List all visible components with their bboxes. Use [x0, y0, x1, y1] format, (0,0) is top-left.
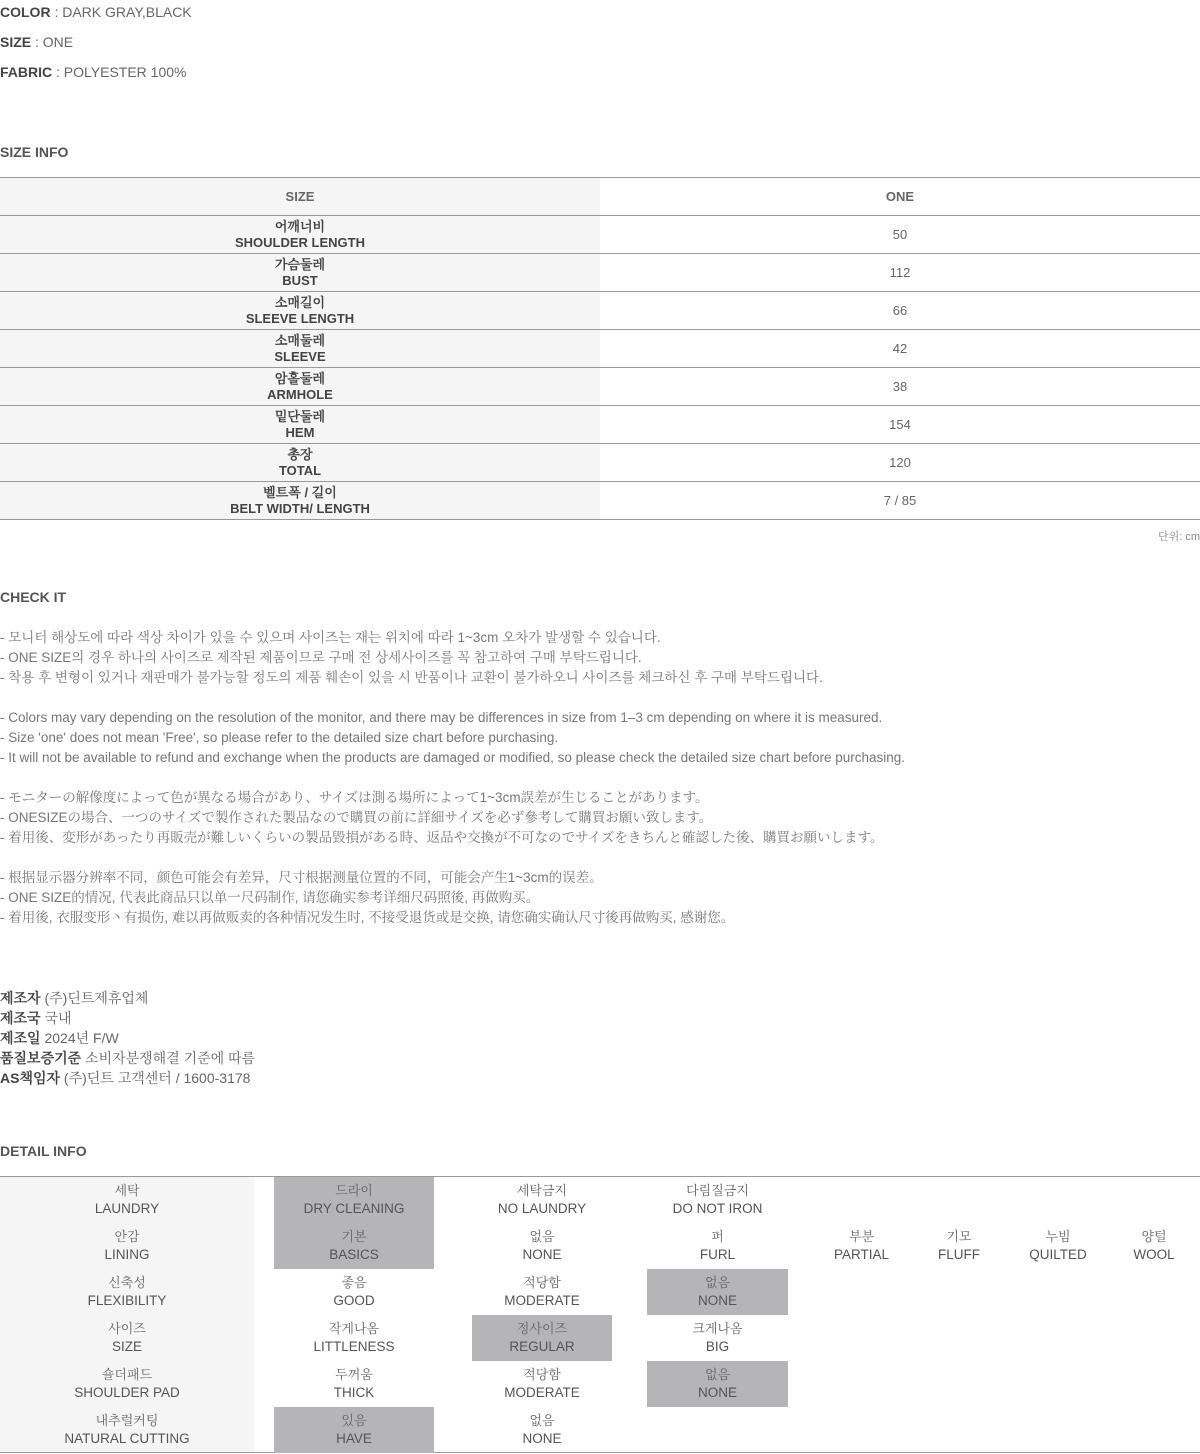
detail-label-en: LINING — [104, 1247, 150, 1262]
detail-option-en: LITTLENESS — [313, 1339, 395, 1354]
detail-option-ko: 양털 — [1141, 1229, 1167, 1244]
detail-option-ko: 적당함 — [523, 1367, 561, 1382]
spec-fabric — [0, 64, 186, 80]
detail-option-ko: 세탁금지 — [516, 1183, 568, 1198]
detail-row-label — [0, 1223, 254, 1269]
size-row-value: 154 — [889, 417, 911, 432]
detail-table — [0, 1176, 1200, 1453]
detail-option-en: HAVE — [336, 1431, 372, 1446]
detail-option — [647, 1361, 788, 1407]
detail-option — [472, 1361, 612, 1407]
detail-option — [910, 1223, 1008, 1269]
detail-option-ko: 없음 — [529, 1413, 555, 1428]
detail-option-en: NONE — [522, 1247, 562, 1262]
size-label-ko: 총장 — [287, 446, 313, 462]
detail-option — [274, 1177, 434, 1223]
detail-label-ko: 숄더패드 — [101, 1367, 153, 1382]
note-line: - 着用後, 衣服变形丶有损伤, 难以再做贩卖的各种情况发生时, 不接受退货或是交换, 请您确实确认尺寸後再做购买, 感谢您。 — [0, 910, 735, 925]
detail-option-en: MODERATE — [504, 1385, 580, 1400]
spec-key: COLOR — [0, 4, 51, 20]
size-row-label — [0, 368, 600, 405]
detail-label-ko: 세탁 — [114, 1183, 140, 1198]
maker-value: 국내 — [40, 1010, 72, 1026]
maker-value: (주)딘트 고객센터 / 1600-3178 — [60, 1070, 251, 1086]
note-line: - 모니터 해상도에 따라 색상 차이가 있을 수 있으며 사이즈는 재는 위치에 따라 1~3cm 오차가 발생할 수 있습니다. — [0, 630, 661, 645]
spec-key: FABRIC — [0, 64, 53, 80]
detail-row-label — [0, 1315, 254, 1361]
size-header-label: SIZE — [0, 178, 600, 215]
maker-value: (주)딘트제휴업체 — [40, 990, 149, 1006]
detail-row-label — [0, 1361, 254, 1407]
detail-option — [472, 1269, 612, 1315]
detail-option-ko: 기본 — [341, 1229, 367, 1244]
notes-gap — [0, 768, 905, 788]
detail-option-ko: 있음 — [341, 1413, 367, 1428]
notes-gap — [0, 688, 905, 708]
size-row-label — [0, 444, 600, 481]
detail-option — [1108, 1223, 1200, 1269]
detail-option-en: NONE — [697, 1293, 737, 1308]
size-row-value: 112 — [889, 265, 911, 280]
detail-option-en: QUILTED — [1029, 1247, 1087, 1262]
size-label-ko: 가슴둘레 — [274, 256, 326, 272]
maker-row — [0, 988, 255, 1008]
detail-option — [647, 1269, 788, 1315]
detail-option — [472, 1177, 612, 1223]
detail-row-label — [0, 1269, 254, 1315]
size-label-ko: 암홀둘레 — [274, 370, 326, 386]
maker-key: 제조국 — [0, 1010, 41, 1026]
size-row-label — [0, 330, 600, 367]
detail-option — [274, 1315, 434, 1361]
size-label-en: SLEEVE — [274, 348, 326, 364]
size-label-ko: 벨트폭 / 길이 — [263, 484, 337, 500]
note-line: - It will not be available to refund and exchange when the products are damaged or modified, so please check the detailed size chart before purchasing. — [0, 750, 906, 765]
spec-value: : ONE — [31, 34, 74, 50]
detail-option-en: MODERATE — [504, 1293, 580, 1308]
size-row-value: 42 — [892, 341, 908, 356]
detail-option-ko: 없음 — [529, 1229, 555, 1244]
size-label-en: HEM — [285, 424, 315, 440]
note-line: - Size 'one' does not mean 'Free', so please refer to the detailed size chart before purchasing. — [0, 730, 559, 745]
detail-row-label — [0, 1177, 254, 1223]
size-row — [0, 406, 1200, 444]
note-line: - モニターの解像度によって色が異なる場合があり、サイズは測る場所によって1~3cm誤差が生じることがあります。 — [0, 790, 709, 805]
detail-option-ko: 좋음 — [341, 1275, 367, 1290]
detail-option — [472, 1315, 612, 1361]
size-row — [0, 254, 1200, 292]
size-table — [0, 177, 1200, 520]
detail-option-ko: 누빔 — [1045, 1229, 1071, 1244]
detail-label-en: LAUNDRY — [94, 1201, 160, 1216]
size-row — [0, 482, 1200, 520]
size-row — [0, 444, 1200, 482]
detail-row-label — [0, 1407, 254, 1453]
spec-key: SIZE — [0, 34, 32, 50]
detail-option-en: DRY CLEANING — [303, 1201, 405, 1216]
size-label-en: BUST — [282, 272, 318, 288]
size-row-value: 66 — [892, 303, 908, 318]
maker-row — [0, 1028, 255, 1048]
detail-option — [647, 1177, 788, 1223]
size-label-ko: 소매길이 — [274, 294, 326, 310]
detail-option-ko: 퍼 — [711, 1229, 724, 1244]
detail-option-ko: 작게나옴 — [328, 1321, 380, 1336]
note-line: - ONESIZEの場合、一つのサイズで製作された製品なので購買の前に詳細サイズを必ず參考して購買お願い致します。 — [0, 810, 713, 825]
detail-label-ko: 안감 — [114, 1229, 140, 1244]
detail-option-en: NONE — [697, 1385, 737, 1400]
detail-label-en: NATURAL CUTTING — [64, 1431, 190, 1446]
detail-option-en: WOOL — [1133, 1247, 1175, 1262]
detail-label-en: SHOULDER PAD — [74, 1385, 180, 1400]
detail-option-en: BIG — [705, 1339, 730, 1354]
note-line: - ONE SIZE의 경우 하나의 사이즈로 제작된 제품이므로 구매 전 상세사이즈를 꼭 참고하여 구매 부탁드립니다. — [0, 650, 642, 665]
size-row-value: 120 — [889, 455, 911, 470]
detail-label-ko: 사이즈 — [108, 1321, 146, 1336]
maker-value: 소비자분쟁해결 기준에 따름 — [81, 1050, 256, 1066]
size-header-value: ONE — [885, 189, 915, 204]
detail-option-ko: 기모 — [946, 1229, 972, 1244]
detail-option — [647, 1315, 788, 1361]
size-label-en: SHOULDER LENGTH — [235, 234, 365, 250]
detail-label-ko: 신축성 — [108, 1275, 146, 1290]
detail-info-heading: DETAIL INFO — [0, 1143, 87, 1159]
detail-option — [274, 1361, 434, 1407]
maker-key: AS책임자 — [0, 1070, 61, 1086]
unit-label: 단위: cm — [1157, 531, 1200, 543]
detail-option-ko: 없음 — [704, 1367, 731, 1382]
note-line: - Colors may vary depending on the resolution of the monitor, and there may be differences in size from 1–3 cm depending on where it is measured. — [0, 710, 883, 725]
detail-option — [472, 1223, 612, 1269]
size-row-label — [0, 254, 600, 291]
detail-option — [1008, 1223, 1108, 1269]
note-line: - 根据显示器分辨率不同，颜色可能会有差异，尺寸根据测量位置的不同，可能会产生1~3cm的误差。 — [0, 870, 603, 885]
maker-key: 품질보증기준 — [0, 1050, 82, 1066]
detail-option-ko: 크게나옴 — [692, 1321, 743, 1336]
detail-option-ko: 적당함 — [523, 1275, 561, 1290]
detail-option-en: FLUFF — [938, 1247, 980, 1262]
note-line: - 착용 후 변형이 있거나 재판매가 불가능할 정도의 제품 훼손이 있을 시 반품이나 교환이 불가하오니 사이즈를 체크하신 후 구매 부탁드립니다. — [0, 670, 823, 685]
size-label-en: ARMHOLE — [267, 386, 333, 402]
detail-option-en: REGULAR — [509, 1339, 575, 1354]
detail-option-en: FURL — [699, 1247, 736, 1262]
size-label-en: TOTAL — [278, 462, 322, 478]
spec-value: : DARK GRAY,BLACK — [50, 4, 192, 20]
detail-option-ko: 정사이즈 — [516, 1321, 568, 1336]
size-label-ko: 밑단둘레 — [274, 408, 326, 424]
size-row-value: 7 / 85 — [883, 493, 917, 508]
detail-option-en: DO NOT IRON — [672, 1201, 763, 1216]
size-row-label — [0, 292, 600, 329]
detail-option — [274, 1269, 434, 1315]
detail-option-ko: 다림질금지 — [686, 1183, 749, 1198]
maker-row — [0, 1048, 255, 1068]
spec-color — [0, 4, 192, 20]
size-label-en: SLEEVE LENGTH — [245, 310, 355, 326]
detail-option-en: NO LAUNDRY — [497, 1201, 587, 1216]
size-row-label — [0, 216, 600, 253]
detail-option-ko: 없음 — [704, 1275, 731, 1290]
detail-option-ko: 두꺼움 — [335, 1367, 373, 1382]
detail-option — [647, 1223, 788, 1269]
check-it-heading: CHECK IT — [0, 589, 67, 605]
note-line: - ONE SIZE的情况, 代表此商品只以单一尺码制作, 请您确实参考详细尺码照後, 再做购买。 — [0, 890, 540, 905]
size-row — [0, 330, 1200, 368]
size-table-header — [0, 178, 1200, 216]
notes-gap — [0, 848, 905, 868]
size-row — [0, 216, 1200, 254]
maker-key: 제조자 — [0, 990, 41, 1006]
size-row-label — [0, 482, 600, 519]
maker-row — [0, 1008, 255, 1028]
detail-option — [274, 1407, 434, 1453]
detail-label-en: SIZE — [111, 1339, 142, 1354]
size-row-value: 50 — [892, 227, 908, 242]
maker-row — [0, 1068, 255, 1088]
size-label-en: BELT WIDTH/ LENGTH — [230, 500, 370, 516]
maker-value: 2024년 F/W — [40, 1030, 119, 1046]
size-row — [0, 368, 1200, 406]
detail-label-en: FLEXIBILITY — [87, 1293, 167, 1308]
size-row-label — [0, 406, 600, 443]
detail-option-en: PARTIAL — [833, 1247, 890, 1262]
size-info-heading: SIZE INFO — [0, 144, 69, 160]
size-label-ko: 소매둘레 — [274, 332, 326, 348]
detail-option-ko: 드라이 — [335, 1183, 373, 1198]
detail-option-en: GOOD — [333, 1293, 375, 1308]
size-row — [0, 292, 1200, 330]
maker-info — [0, 988, 255, 1088]
size-row-value: 38 — [892, 379, 908, 394]
maker-key: 제조일 — [0, 1030, 41, 1046]
check-it-notes — [0, 628, 905, 928]
detail-label-ko: 내추럴커팅 — [95, 1413, 159, 1428]
detail-option — [274, 1223, 434, 1269]
note-line: - 着用後、変形があったり再販売が難しいくらいの製品毀損がある時、返品や交換が不可なのでサイズをきちんと確認した後、購買お願いします。 — [0, 830, 884, 845]
detail-option — [472, 1407, 612, 1453]
detail-option-en: BASICS — [329, 1247, 379, 1262]
detail-option-ko: 부분 — [848, 1229, 875, 1244]
detail-option-en: NONE — [522, 1431, 562, 1446]
spec-value: : POLYESTER 100% — [52, 64, 187, 80]
detail-option-en: THICK — [333, 1385, 375, 1400]
spec-size — [0, 34, 73, 50]
size-label-ko: 어깨너비 — [274, 218, 326, 234]
